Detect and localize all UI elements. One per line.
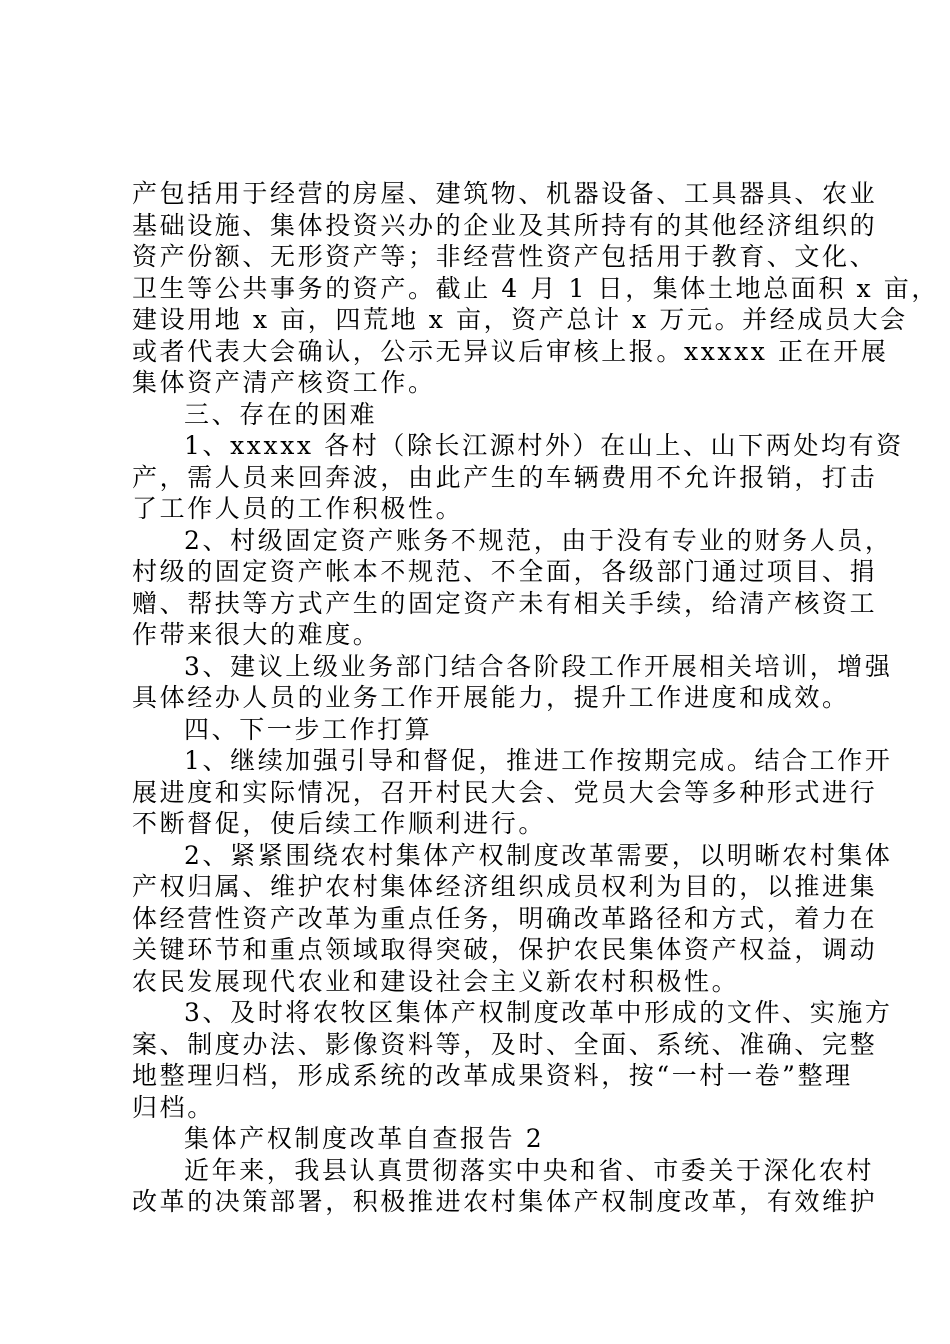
text-line: 四、下一步工作打算: [184, 714, 433, 744]
text-line: 2、紧紧围绕农村集体产权制度改革需要，以明晰农村集体: [184, 840, 893, 870]
text-line: 展进度和实际情况，召开村民大会、党员大会等多种形式进行: [132, 777, 878, 807]
text-line: 产权归属、维护农村集体经济组织成员权利为目的，以推进集: [132, 872, 878, 901]
text-line: 地整理归档，形成系统的改革成果资料，按“一村一卷”整理: [132, 1061, 853, 1090]
text-line: 作带来很大的难度。: [132, 620, 381, 649]
text-line: 具体经办人员的业务工作开展能力，提升工作进度和成效。: [132, 683, 850, 712]
document-body: [132, 178, 939, 1218]
text-line: 赠、帮扶等方式产生的固定资产未有相关手续，给清产核资工: [132, 588, 878, 618]
text-line: 归档。: [132, 1092, 215, 1122]
text-line: 建设用地 x 亩，四荒地 x 亩，资产总计 x 万元。并经成员大会: [132, 305, 908, 334]
text-line: 基础设施、集体投资兴办的企业及其所持有的其他经济组织的: [132, 210, 878, 240]
text-line: 农民发展现代农业和建设社会主义新农村积极性。: [132, 966, 740, 996]
text-line: 资产份额、无形资产等；非经营性资产包括用于教育、文化、: [132, 242, 878, 271]
text-line: 了工作人员的工作积极性。: [132, 494, 464, 523]
text-line: 集体资产清产核资工作。: [132, 368, 436, 397]
text-line: 集体产权制度改革自查报告 2: [184, 1124, 545, 1153]
text-line: 产，需人员来回奔波，由此产生的车辆费用不允许报销，打击: [132, 462, 878, 492]
text-line: 产包括用于经营的房屋、建筑物、机器设备、工具器具、农业: [132, 179, 878, 208]
text-line: 卫生等公共事务的资产。截止 4 月 1 日，集体土地总面积 x 亩，: [132, 273, 939, 303]
text-line: 2、村级固定资产账务不规范，由于没有专业的财务人员，: [184, 525, 893, 555]
text-line: 3、及时将农牧区集体产权制度改革中形成的文件、实施方: [184, 998, 893, 1027]
text-line: 3、建议上级业务部门结合各阶段工作开展相关培训，增强: [184, 651, 893, 681]
text-line: 三、存在的困难: [184, 399, 378, 429]
text-line: 1、继续加强引导和督促，推进工作按期完成。结合工作开: [184, 746, 893, 775]
text-line: 近年来，我县认真贯彻落实中央和省、市委关于深化农村: [184, 1155, 875, 1185]
text-line: 村级的固定资产帐本不规范、不全面，各级部门通过项目、捐: [132, 557, 878, 586]
text-line: 关键环节和重点领域取得突破，保护农民集体资产权益，调动: [132, 935, 878, 964]
text-line: 体经营性资产改革为重点任务，明确改革路径和方式，着力在: [132, 903, 878, 933]
text-line: 或者代表大会确认，公示无异议后审核上报。xxxxx 正在开展: [132, 336, 889, 366]
text-line: 案、制度办法、影像资料等，及时、全面、系统、准确、完整: [132, 1029, 878, 1059]
text-line: 1、xxxxx 各村（除长江源村外）在山上、山下两处均有资: [184, 431, 904, 460]
text-line: 不断督促，使后续工作顺利进行。: [132, 809, 547, 838]
text-line: 改革的决策部署，积极推进农村集体产权制度改革，有效维护: [132, 1187, 878, 1216]
